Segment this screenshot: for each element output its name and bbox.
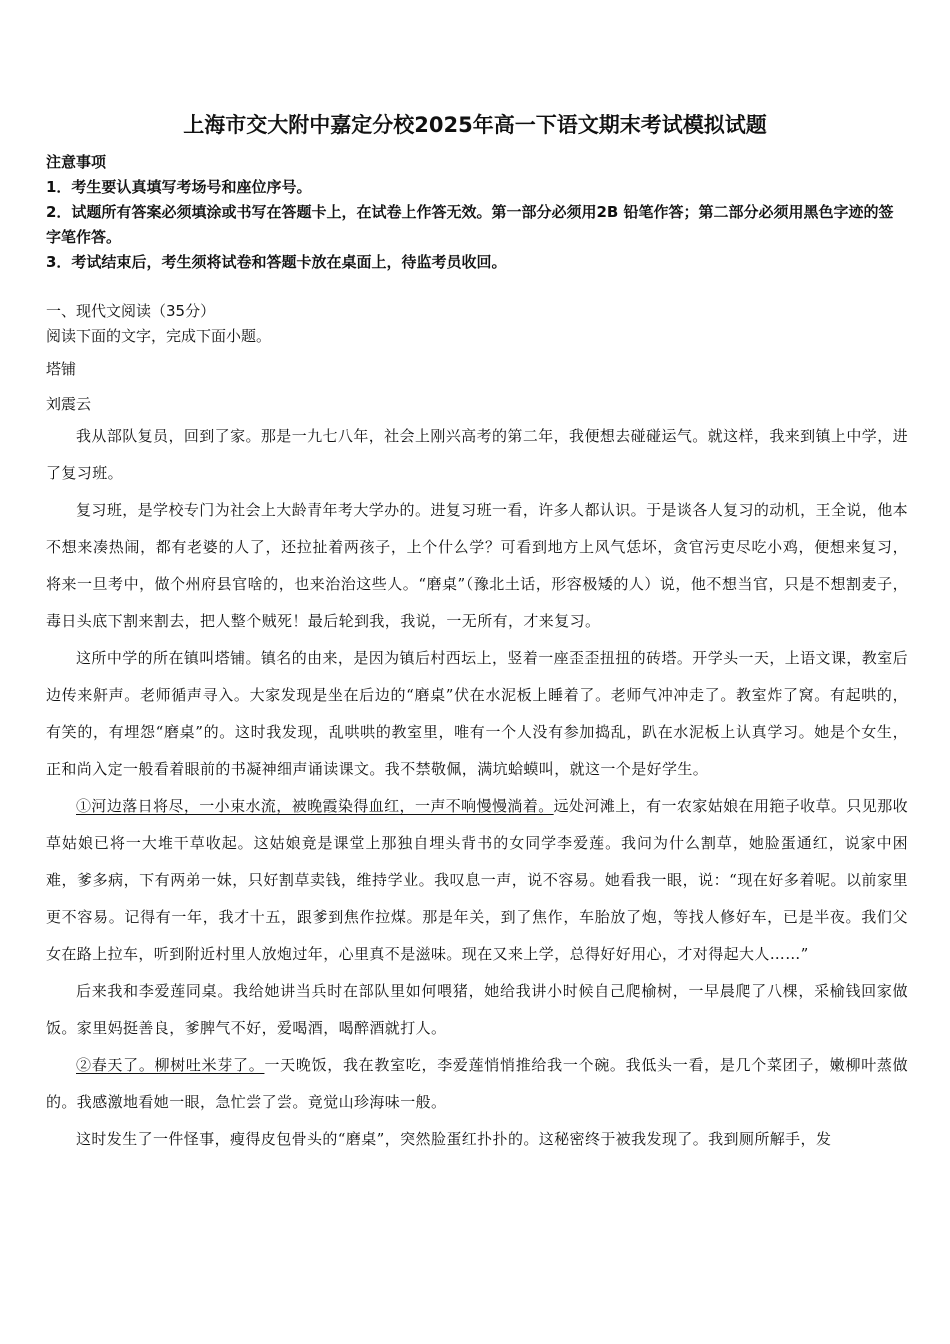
underlined-sentence-1: ①河边落日将尽，一小束水流，被晚霞染得血红，一声不响慢慢淌着。 — [76, 797, 554, 815]
paragraph: 这所中学的所在镇叫塔铺。镇名的由来，是因为镇后村西坛上，竖着一座歪歪扭扭的砖塔。开学头一天，上语文课，教室后边传来鼾声。老师循声寻入。大家发现是坐在后边的“磨桌”伏在水泥板上睡着了。老师气冲冲走了。教室炸了窝。有起哄的，有笑的，有埋怨“磨桌”的。这时我发现，乱哄哄的教室里，唯有一个人没有参加捣乱，趴在水泥板上认真学习。她是个女生，正和尚入定一般看着眼前的书凝神细声诵读课文。我不禁敬佩，满坑蛤蟆叫，就这一个是好学生。 — [46, 649, 908, 778]
section-heading: 一、现代文阅读（35分） — [46, 302, 216, 320]
paragraph: 后来我和李爱莲同桌。我给她讲当兵时在部队里如何喂猪，她给我讲小时候自己爬榆树，一早晨爬了八棵，采榆钱回家做饭。家里妈挺善良，爹脾气不好，爱喝酒，喝醉酒就打人。 — [46, 982, 908, 1037]
paragraph: 复习班，是学校专门为社会上大龄青年考大学办的。进复习班一看，许多人都认识。于是谈各人复习的动机，王全说，他本不想来凑热闹，都有老婆的人了，还拉扯着两孩子，上个什么学？可看到地方上风气恁坏，贪官污吏尽吃小鸡，便想来复习，将来一旦考中，做个州府县官啥的，也来治治这些人。“磨桌”（豫北土话，形容极矮的人）说，他不想当官，只是不想割麦子，毒日头底下割来割去，把人整个贼死！最后轮到我，我说，一无所有，才来复习。 — [46, 501, 908, 630]
passage-author: 刘震云 — [46, 395, 92, 413]
page-title: 上海市交大附中嘉定分校2025年高一下语文期末考试模拟试题 — [183, 113, 767, 137]
notice-item: 2．试题所有答案必须填涂或书写在答题卡上，在试卷上作答无效。第一部分必须用2B 铅笔作答；第二部分必须用黑色字迹的签字笔作答。 — [46, 203, 894, 246]
passage-title: 塔铺 — [46, 360, 77, 378]
paragraph: ①河边落日将尽，一小束水流，被晚霞染得血红，一声不响慢慢淌着。远处河滩上，有一农家姑娘在用筢子收草。只见那收草姑娘已将一大堆干草收起。这姑娘竟是课堂上那独自埋头背书的女同学李爱莲。我问为什么割草，她脸蛋通红，说家中困难，爹多病，下有两弟一妹，只好割草卖钱，维持学业。我叹息一声，说不容易。她看我一眼，说：“现在好多着呢。以前家里更不容易。记得有一年，我才十五，跟爹到焦作拉煤。那是年关，到了焦作，车胎放了炮，等找人修好车，已是半夜。我们父女在路上拉车，听到附近村里人放炮过年，心里真不是滋味。现在又来上学，总得好好用心，才对得起大人……” — [46, 797, 909, 963]
paragraph: 我从部队复员，回到了家。那是一九七八年，社会上刚兴高考的第二年，我便想去碰碰运气。就这样，我来到镇上中学，进了复习班。 — [46, 427, 908, 482]
notice-item: 1．考生要认真填写考场号和座位序号。 — [46, 178, 312, 196]
paragraph: 这时发生了一件怪事，瘦得皮包骨头的“磨桌”，突然脸蛋红扑扑的。这秘密终于被我发现了。我到厕所解手，发 — [76, 1130, 832, 1148]
notice-heading: 注意事项 — [46, 153, 107, 171]
notice-item: 3．考试结束后，考生须将试卷和答题卡放在桌面上，待监考员收回。 — [46, 253, 507, 271]
section-intro: 阅读下面的文字，完成下面小题。 — [46, 327, 272, 345]
paragraph: ②春天了。柳树吐米芽了。一天晚饭，我在教室吃，李爱莲悄悄推给我一个碗。我低头一看，是几个菜团子，嫩柳叶蒸做的。我感激地看她一眼，急忙尝了尝。竟觉山珍海味一般。 — [46, 1056, 908, 1111]
underlined-sentence-2: ②春天了。柳树吐米芽了。 — [76, 1056, 265, 1074]
